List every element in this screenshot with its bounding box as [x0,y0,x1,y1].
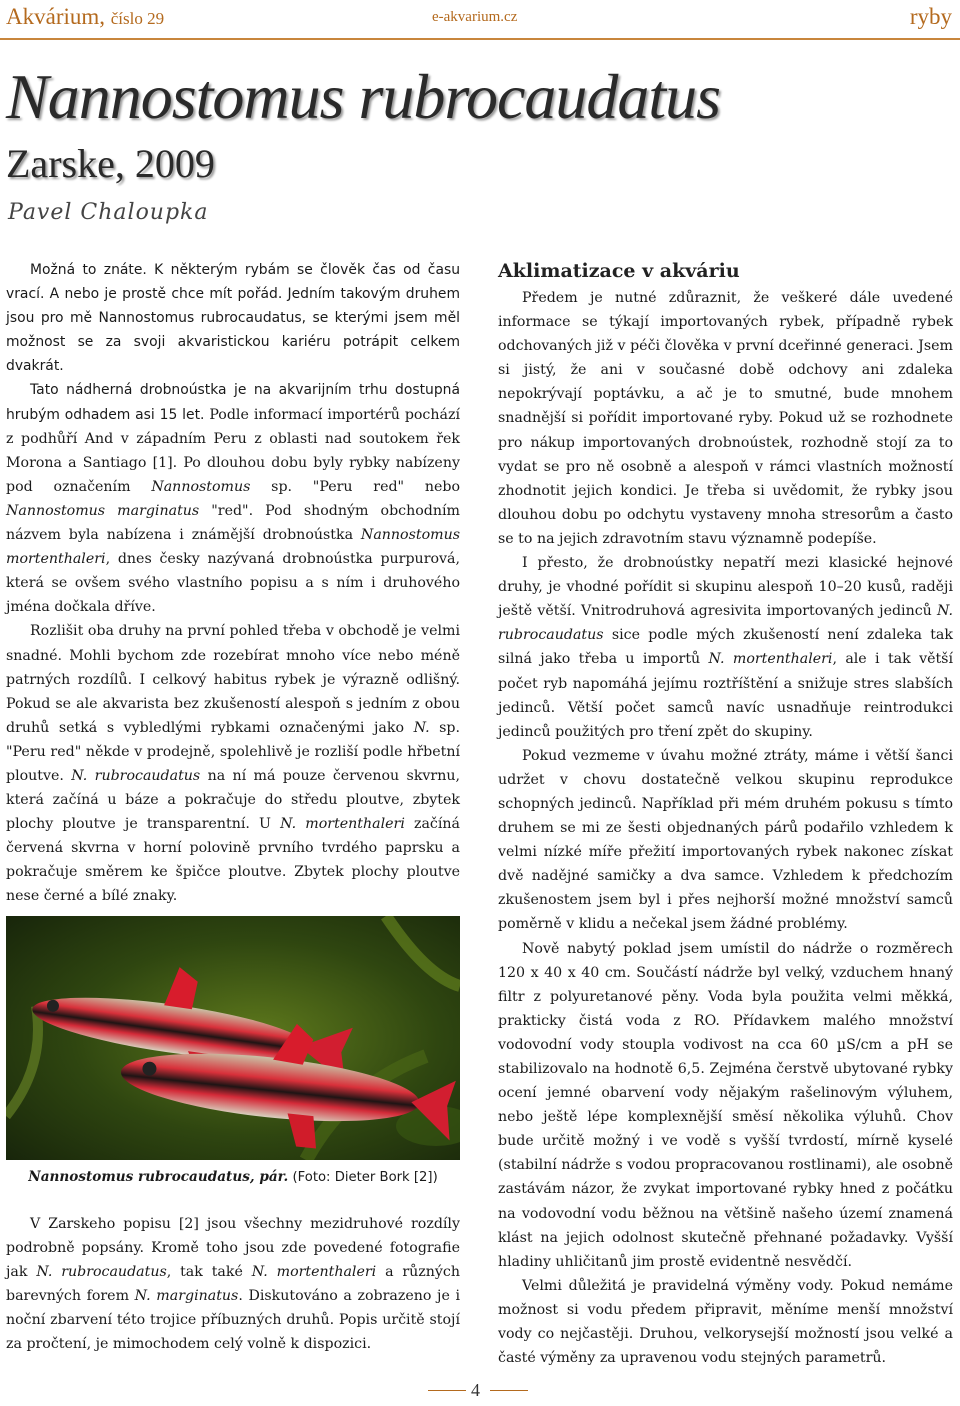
paragraph-tank: Nově nabytý poklad jsem umístil do nádrže o rozměrech 120 x 40 x 40 cm. Součástí nádrže byl velký, vzduchem hnaný filtr z polyuretanové pěny. Voda byla použita velmi měkká, prakticky čistá voda z RO. Přídavkem malého množství vodovodní vody stoupla vodivost na cca 60 µS/cm a pH se stabilizovalo na hodnotě 6,5. Zejména čerstvě ubytované rybky ocení jemné obarvení vody nějakým rašelinovým výluhem, nebo ještě lépe komplexnější směsí několika výluhů. Chov bude určitě možný i ve vodě s vyšší tvrdostí, mírně kyselé (stabilní nádrže s vodou propracovanou rostlinami), ale osobně zastávám názor, že zvykat importované rybky hned z počátku na vodovodní vodu běžnou na většině našeho území znamená klást na jejich odolnost skutečně přehnané požadavky. Vyšší hladiny uhličitanů jim prostě evidentně nesvědčí. [498,940,953,1270]
paragraph-description: V Zarskeho popisu [2] jsou všechny mezidruhové rozdíly podrobně popsány. Kromě toho jsou zde povedené fotografie jak N. rubrocaudatus, tak také N. mortenthaleri a různých barevných forem N. marginatus. Diskutováno a zobrazeno je i noční zbarvení této trojice příbuzných druhů. Popis určitě stojí za pročtení, je mimochodem celý volně k dispozici. [6,1216,461,1353]
paragraph-water-change: Velmi důležitá je pravidelná výměny vody. Pokud nemáme možnost si vodu předem připravit, měníme menší množství vody co nejčastěji. Druhou, velkorysejší možností jsou velké a časté výměny za upravenou vodu stejných parametrů. [498,1277,953,1367]
article-subtitle: Zarske, 2009 [6,141,215,186]
paragraph-intro: Možná to znáte. K některým rybám se člověk čas od času vrací. A nebo je prostě chce mít pořád. Jedním takovým druhem jsou pro mě Nannostomus rubrocaudatus, se kterými jsem měl možnost se za svoji akvaristickou kariéru potrápit celkem dvakrát. [6,262,460,375]
footer-rule-left [428,1390,466,1391]
photo-caption: Nannostomus rubrocaudatus, pár. (Foto: Dieter Bork [2]) [28,1169,438,1185]
left-column [6,258,460,909]
paragraph-group: I přesto, že drobnoústky nepatří mezi klasické hejnové druhy, je vhodné pořídit si skupinu alespoň 10–20 kusů, raději ještě větší. Vnitrodruhová agresivita importovaných jedinců N. rubrocaudatus sice podle mých zkušeností není zdaleka tak silná jako třeba u importů N. mortenthaleri, ale i tak větší počet ryb napomáhá jejímu roztříštění a snižuje stres slabších jedinců. Větší počet samců navíc usnadňuje reintrodukci jedinců použitých pro tření zpět do skupiny. [498,555,953,740]
site-link[interactable]: e-akvarium.cz [432,9,518,25]
issue-number: číslo 29 [110,9,165,28]
magazine-name [6,4,164,30]
page-footer [0,1380,960,1406]
article-author: Pavel Chaloupka [8,200,209,225]
left-column-lower [6,1212,460,1357]
paragraph-differences: Rozlišit oba druhy na první pohled třeba v obchodě je velmi snadné. Mohli bychom zde rozebírat mnoho více nebo méně patrných rozdílů. I celkový habitus rybek je výrazně odlišný. Pokud se ale akvarista bez zkušeností alespoň s jedním z obou druhů setká s vybledlými rybkami označenými jako N. sp. "Peru red" někde v prodejně, spolehlivě je rozliší podle hřbetní ploutve. N. rubrocaudatus na ní má pouze červenou skvrnu, která začíná u báze a pokračuje do středu ploutve, zbytek plochy ploutve je transparentní. U N. mortenthaleri začíná červená skvrna v horní polovině prvního tvrdého paprsku a pokračuje směrem ke špičce ploutve. Zbytek plochy ploutve nese černé a bílé znaky. [6,623,461,905]
article-title: Nannostomus rubrocaudatus [6,61,721,132]
page-number: 4 [471,1380,480,1400]
footer-rule-right [490,1390,528,1391]
section-label: ryby [909,4,952,29]
right-column [498,258,953,1370]
header-rule [0,38,960,40]
paragraph-losses: Pokud vezmeme v úvahu možné ztráty, máme i větší šanci udržet v chovu dostatečně velkou skupinu reprodukce schopných jedinců. Například při mém druhém pokusu s tímto druhem se mi ze šesti objednaných párů podařilo vzhledem k velmi nízké míře přežití importovaných rybek nakonec získat dvě nadějné samičky a dva samce. Vzhledem k předchozím zkušenostem jsem byl i přes nejhorší možné množství samců poměrně v klidu a nečekal jsem žádné problémy. [498,747,953,933]
magazine-title: Akvárium, [6,4,106,29]
page-header [0,0,960,40]
photo-figure [6,916,460,1187]
fish-photo [6,916,460,1160]
paragraph-origin: Tato nádherná drobnoústka je na akvarijním trhu dostupná hrubým odhadem asi 15 let. Podle informací importérů pochází z podhůří And v západním Peru z oblasti nad soutokem řek Morona a Santiago [1]. Po dlouhou dobu byly rybky nabízeny pod označením Nannostomus sp. "Peru red" nebo Nannostomus marginatus "red". Pod shodným obchodním názvem byla nabízena i známější drobnoústka Nannostomus mortenthaleri, dnes česky nazývaná drobnoústka purpurová, která se ovšem svého vlastního popisu a s ním i druhového jména dočkala dříve. [6,382,460,616]
paragraph-import: Předem je nutné zdůraznit, že veškeré dále uvedené informace se týkají importovaných rybek, případně rybek odchovaných již v péči člověka v první dceřinné generaci. Jsem si jistý, že ani v současné době odchovy ani zdaleka nepokrývají poptávku, a ač je to smutné, bude mnohem snadnější si pořídit importované ryby. Pokud už se rozhodnete pro nákup importovaných drobnoústek, rozhodně stojí za to vydat se pro ně osobně a alespoň v rámci vlastních možností zhodnotit jejich kondici. Je třeba si uvědomit, že rybky jsou dlouhou dobu po odchytu vystaveny mnoha stresorům a často se to na jejich zdravotním stavu významně podepíše. [498,290,953,547]
section-heading: Aklimatizace v akváriu [498,260,740,282]
